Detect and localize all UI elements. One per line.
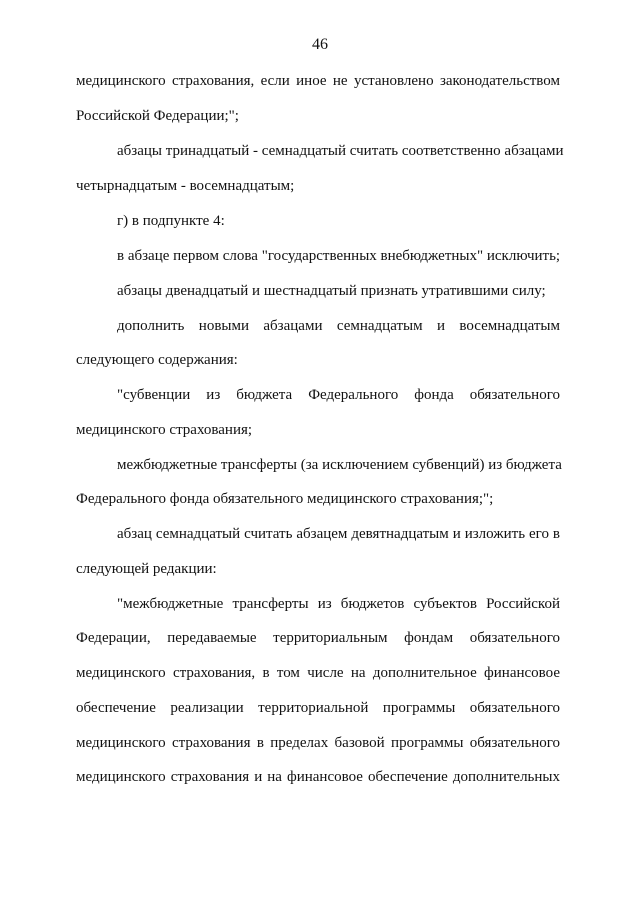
text-line: абзацы тринадцатый - семнадцатый считать соответственно абзацами xyxy=(117,143,564,159)
text-line: г) в подпункте 4: xyxy=(117,213,225,229)
text-line: обеспечение реализации территориальной программы обязательного xyxy=(76,700,560,716)
text-line: Федерации, передаваемые территориальным фондам обязательного xyxy=(76,630,560,646)
page-number: 46 xyxy=(312,36,328,53)
text-line: медицинского страхования в пределах базовой программы обязательного xyxy=(76,735,560,751)
text-line: медицинского страхования, если иное не установлено законодательством xyxy=(76,73,560,89)
text-line: абзац семнадцатый считать абзацем девятнадцатым и изложить его в xyxy=(117,526,560,542)
text-line: абзацы двенадцатый и шестнадцатый признать утратившими силу; xyxy=(117,283,546,299)
text-line: дополнить новыми абзацами семнадцатым и восемнадцатым xyxy=(117,318,560,334)
text-line: Российской Федерации;"; xyxy=(76,108,239,124)
text-line: медицинского страхования, в том числе на дополнительное финансовое xyxy=(76,665,560,681)
text-line: межбюджетные трансферты (за исключением субвенций) из бюджета xyxy=(117,457,562,473)
text-line: следующего содержания: xyxy=(76,352,238,368)
text-line: четырнадцатым - восемнадцатым; xyxy=(76,178,295,194)
text-line: Федерального фонда обязательного медицинского страхования;"; xyxy=(76,491,494,507)
text-line: в абзаце первом слова "государственных внебюджетных" исключить; xyxy=(117,248,561,264)
text-line: медицинского страхования; xyxy=(76,422,253,438)
text-line: "межбюджетные трансферты из бюджетов субъектов Российской xyxy=(117,596,560,612)
text-line: "субвенции из бюджета Федерального фонда обязательного xyxy=(117,387,560,403)
text-line: медицинского страхования и на финансовое обеспечение дополнительных xyxy=(76,769,560,785)
text-line: следующей редакции: xyxy=(76,561,217,577)
